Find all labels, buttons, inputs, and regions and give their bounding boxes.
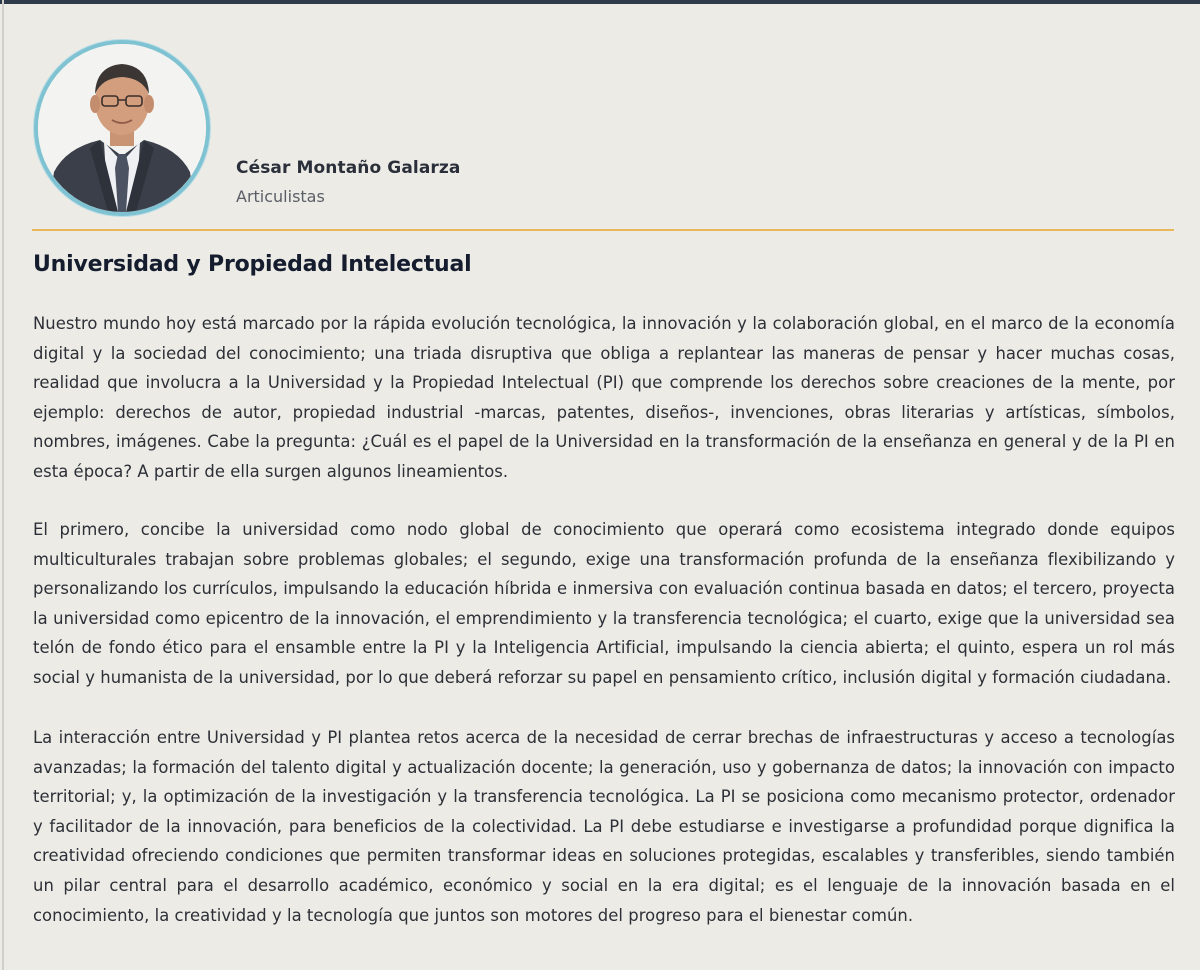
- article-paragraph: La interacción entre Universidad y PI plantea retos acerca de la necesidad de cerrar brechas de infraestructuras y acceso a tecnologías avanzadas; la formación del talento digital y actualización docente; la generación, uso y gobernanza de datos; la innovación con impacto territorial; y, la optimización de la investigación y la transferencia tecnológica. La PI se posiciona como mecanismo protector, ordenador y facilitador de la innovación, para beneficios de la colectividad. La PI debe estudiarse e investigarse a profundidad porque dignifica la creatividad ofreciendo condiciones que permiten transformar ideas en soluciones protegidas, escalables y transferibles, siendo también un pilar central para el desarrollo académico, económico y social en la era digital; es el lenguaje de la innovación basada en el conocimiento, la creatividad y la tecnología que juntos son motores del progreso para el bienestar común.: [33, 728, 1175, 925]
- author-avatar: [34, 40, 210, 216]
- author-name: César Montaño Galarza: [236, 158, 461, 178]
- left-border: [2, 0, 4, 970]
- author-role: Articulistas: [236, 187, 325, 206]
- article-title: Universidad y Propiedad Intelectual: [33, 252, 472, 277]
- top-border: [0, 0, 1200, 4]
- section-divider: [32, 229, 1174, 231]
- author-portrait-icon: [38, 44, 206, 212]
- article-paragraph: Nuestro mundo hoy está marcado por la rápida evolución tecnológica, la innovación y la colaboración global, en el marco de la economía digital y la sociedad del conocimiento; una triada disruptiva que obliga a replantear las maneras de pensar y hacer muchas cosas, realidad que involucra a la Universidad y la Propiedad Intelectual (PI) que comprende los derechos sobre creaciones de la mente, por ejemplo: derechos de autor, propiedad industrial -marcas, patentes, diseños-, invenciones, obras literarias y artísticas, símbolos, nombres, imágenes. Cabe la pregunta: ¿Cuál es el papel de la Universidad en la transformación de la enseñanza en general y de la PI en esta época? A partir de ella surgen algunos lineamientos.: [33, 314, 1175, 481]
- article-paragraph: El primero, concibe la universidad como nodo global de conocimiento que operará como ecosistema integrado donde equipos multiculturales trabajan sobre problemas globales; el segundo, exige una transformación profunda de la enseñanza flexibilizando y personalizando los currículos, impulsando la educación híbrida e inmersiva con evaluación continua basada en datos; el tercero, proyecta la universidad como epicentro de la innovación, el emprendimiento y la transferencia tecnológica; el cuarto, exige que la universidad sea telón de fondo ético para el ensamble entre la PI y la Inteligencia Artificial, impulsando la ciencia abierta; el quinto, espera un rol más social y humanista de la universidad, por lo que deberá reforzar su papel en pensamiento crítico, inclusión digital y formación ciudadana.: [33, 520, 1175, 687]
